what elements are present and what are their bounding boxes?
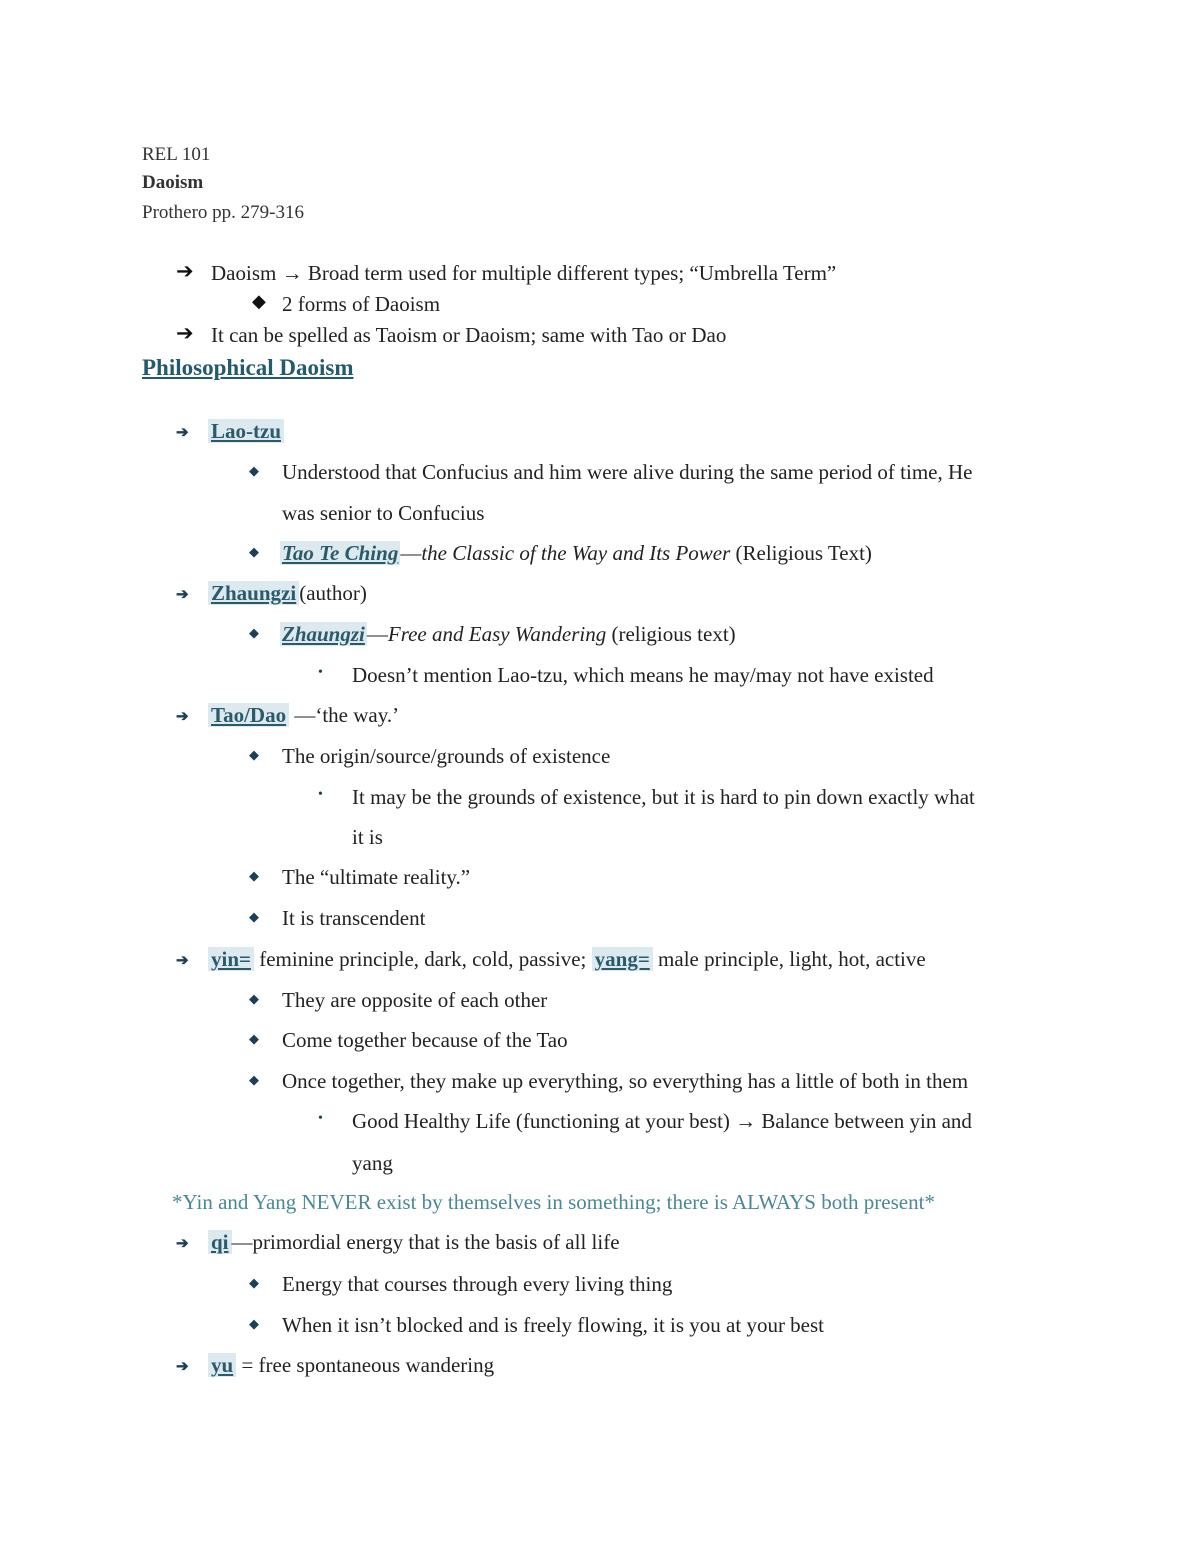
intro-subitem-forms: 2 forms of Daoism bbox=[282, 292, 441, 316]
dot-bullet-icon: • bbox=[318, 787, 323, 802]
tao-point-1: The origin/source/grounds of existence bbox=[282, 744, 611, 768]
diamond-bullet-icon: ◆ bbox=[249, 868, 259, 883]
tao-point-3: It is transcendent bbox=[282, 906, 426, 930]
term-zhaungzi: Zhaungzi (author) bbox=[208, 580, 367, 606]
diamond-bullet-icon: ◆ bbox=[249, 1072, 259, 1087]
diamond-bullet-icon: ◆ bbox=[249, 909, 259, 924]
dot-bullet-icon: • bbox=[318, 1111, 323, 1126]
course-code: REL 101 bbox=[142, 144, 211, 165]
topic-title: Daoism bbox=[142, 172, 204, 193]
arrow-bullet-icon: ➔ bbox=[176, 1359, 189, 1375]
tao-subpoint-cont: it is bbox=[352, 825, 383, 849]
term-yin: yin= bbox=[208, 947, 254, 971]
yinyang-point-2: Come together because of the Tao bbox=[282, 1028, 568, 1052]
intro-item-spelling: It can be spelled as Taoism or Daoism; same with Tao or Dao bbox=[211, 323, 727, 347]
yin-yang-note: *Yin and Yang NEVER exist by themselves in something; there is ALWAYS both present* bbox=[172, 1190, 935, 1214]
section-heading: Philosophical Daoism bbox=[142, 355, 354, 380]
dot-bullet-icon: • bbox=[318, 665, 323, 680]
intro-text-b: Broad term used for multiple different types; “Umbrella Term” bbox=[302, 261, 837, 285]
arrow-bullet-icon: ➔ bbox=[176, 953, 189, 969]
reading-reference: Prothero pp. 279-316 bbox=[142, 202, 305, 223]
arrow-bullet-icon: ➔ bbox=[176, 1236, 189, 1252]
yinyang-point-3: Once together, they make up everything, so everything has a little of both in them bbox=[282, 1069, 969, 1093]
right-arrow-icon: → bbox=[281, 261, 303, 285]
yinyang-subpoint-cont: yang bbox=[352, 1151, 393, 1175]
diamond-bullet-icon: ◆ bbox=[249, 544, 259, 559]
arrow-bullet-icon: ➔ bbox=[176, 709, 189, 725]
intro-item-umbrella bbox=[211, 260, 836, 286]
arrow-bullet-icon: ➔ bbox=[176, 321, 194, 345]
laotzu-point-2: Tao Te Ching—the Classic of the Way and Its Power (Religious Text) bbox=[282, 541, 872, 565]
diamond-bullet-icon: ◆ bbox=[249, 463, 259, 478]
qi-point-2: When it isn’t blocked and is freely flowing, it is you at your best bbox=[282, 1313, 825, 1337]
diamond-bullet-icon: ◆ bbox=[249, 1275, 259, 1290]
zhaungzi-subpoint: Doesn’t mention Lao-tzu, which means he may/may not have existed bbox=[352, 663, 934, 687]
zhaungzi-point-1: Zhaungzi—Free and Easy Wandering (religious text) bbox=[282, 622, 736, 646]
qi-point-1: Energy that courses through every living thing bbox=[282, 1272, 673, 1296]
diamond-bullet-icon: ◆ bbox=[249, 1031, 259, 1046]
arrow-bullet-icon: ➔ bbox=[176, 259, 194, 283]
diamond-bullet-icon: ◆ bbox=[249, 747, 259, 762]
tao-subpoint: It may be the grounds of existence, but it is hard to pin down exactly what bbox=[352, 785, 975, 809]
term-tao: Tao/Dao —‘the way.’ bbox=[208, 702, 399, 728]
term-yu: yu = free spontaneous wandering bbox=[208, 1352, 494, 1378]
laotzu-point-1-cont: was senior to Confucius bbox=[282, 501, 485, 525]
tao-point-2: The “ultimate reality.” bbox=[282, 865, 471, 889]
term-qi: qi —primordial energy that is the basis of all life bbox=[208, 1229, 620, 1255]
yinyang-point-1: They are opposite of each other bbox=[282, 988, 548, 1012]
term-yin-yang: yin= feminine principle, dark, cold, passive; yang= male principle, light, hot, active bbox=[208, 946, 926, 972]
yinyang-subpoint: Good Healthy Life (functioning at your best) → Balance between yin and bbox=[352, 1109, 972, 1133]
text-title-tao-te-ching: Tao Te Ching bbox=[282, 541, 399, 565]
term-yang: yang= bbox=[592, 947, 653, 971]
diamond-bullet-icon: ◆ bbox=[249, 991, 259, 1006]
diamond-bullet-icon: ◆ bbox=[249, 1316, 259, 1331]
intro-text-a: Daoism bbox=[211, 261, 282, 285]
term-laotzu: Lao-tzu bbox=[208, 418, 284, 444]
text-title-zhaungzi: Zhaungzi bbox=[282, 622, 365, 646]
arrow-bullet-icon: ➔ bbox=[176, 425, 189, 441]
laotzu-point-1: Understood that Confucius and him were alive during the same period of time, He bbox=[282, 460, 973, 484]
diamond-bullet-icon: ◆ bbox=[249, 625, 259, 640]
diamond-bullet-icon: ◆ bbox=[252, 291, 266, 311]
arrow-bullet-icon: ➔ bbox=[176, 587, 189, 603]
